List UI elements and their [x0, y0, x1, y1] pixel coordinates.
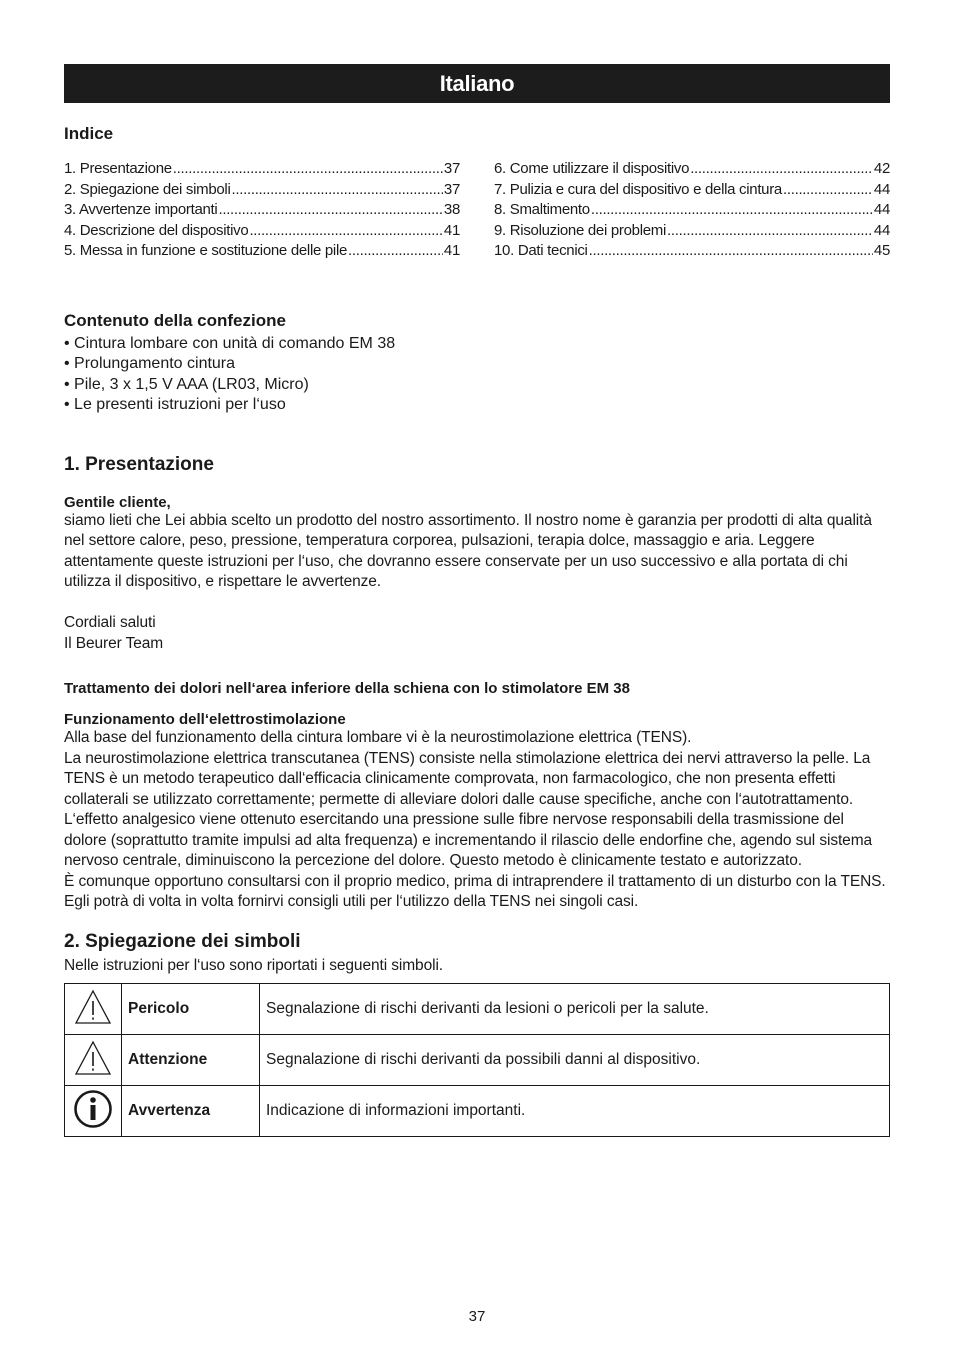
table-row: [65, 1035, 890, 1086]
toc-item[interactable]: [64, 200, 460, 221]
toc-page: 44: [873, 180, 890, 198]
closing-signature: Il Beurer Team: [64, 634, 164, 652]
table-row: [65, 1086, 890, 1137]
list-item: • Prolungamento cintura: [64, 354, 890, 375]
table-of-contents: [64, 159, 890, 262]
toc-page: 41: [443, 242, 460, 259]
symbol-description: Segnalazione di rischi derivanti da lesioni o pericoli per la salute.: [260, 984, 890, 1035]
symbol-name: Pericolo: [122, 984, 260, 1035]
toc-item[interactable]: [494, 159, 890, 180]
toc-right-column: [494, 159, 890, 262]
toc-label: 7. Pulizia e cura del dispositivo e della cintura: [494, 180, 782, 198]
toc-label: 4. Descrizione del dispositivo: [64, 221, 249, 239]
warning-triangle-icon: [74, 1040, 112, 1076]
toc-item[interactable]: [64, 159, 460, 180]
document-page: [64, 64, 890, 1137]
contents-list: [64, 334, 890, 416]
contents-heading: Contenuto della confezione: [64, 310, 286, 330]
function-subheading: Funzionamento dell‘elettrostimolazione: [64, 711, 346, 728]
treatment-subheading: Trattamento dei dolori nell‘area inferiore della schiena con lo stimolatore EM 38: [64, 680, 630, 697]
symbol-description: Indicazione di informazioni importanti.: [260, 1086, 890, 1137]
section-1-heading: 1. Presentazione: [64, 453, 214, 475]
intro-paragraph: siamo lieti che Lei abbia scelto un prodotto del nostro assortimento. Il nostro nome è garanzia per prodotti di alta qualità nel settore calore, peso, pressione, temperatura corporea, pulsazioni, terapia dolce, massaggio e aria. Leggere attentamente queste istruzioni per l‘uso, che dovranno essere conservate per un uso successivo e alla portata di chi utilizza il dispositivo, e rispettare le avvertenze.: [64, 511, 872, 590]
page-title: Italiano: [439, 70, 515, 96]
toc-label: 8. Smaltimento: [494, 201, 590, 218]
section-2-heading: 2. Spiegazione dei simboli: [64, 930, 301, 952]
warning-triangle-icon: [74, 989, 112, 1025]
symbol-name: Attenzione: [122, 1035, 260, 1086]
icon-cell: [65, 1035, 122, 1086]
paragraph: L‘effetto analgesico viene ottenuto esercitando una pressione sulle fibre nervose responsabili della trasmissione del dolore (soprattutto tramite impulsi ad alta frequenza) e incrementando il rilascio delle endorfine che, agendo sul sistema nervoso centrale, diminuiscono la percezione del dolore. Questo metodo è clinicamente testato e autorizzato.: [64, 811, 873, 869]
toc-page: 44: [873, 201, 890, 218]
toc-page: 37: [443, 160, 460, 177]
toc-item[interactable]: [64, 241, 460, 262]
toc-item[interactable]: [494, 180, 890, 201]
language-title-bar: [64, 64, 890, 103]
toc-label: 1. Presentazione: [64, 160, 172, 177]
toc-page: 41: [443, 221, 460, 239]
table-row: [65, 984, 890, 1035]
toc-label: 6. Come utilizzare il dispositivo: [494, 160, 690, 177]
toc-page: 45: [873, 242, 890, 259]
toc-label: 5. Messa in funzione e sostituzione delle pile: [64, 242, 348, 259]
toc-left-column: [64, 159, 460, 262]
info-icon: [73, 1089, 113, 1129]
closing-line: Cordiali saluti: [64, 614, 156, 631]
toc-item[interactable]: [64, 221, 460, 242]
icon-cell: [65, 1086, 122, 1137]
symbols-intro: Nelle istruzioni per l‘uso sono riportati i seguenti simboli.: [64, 956, 443, 974]
toc-page: 38: [443, 201, 460, 218]
toc-page: 37: [443, 180, 460, 198]
page-number: 37: [468, 1308, 486, 1325]
toc-label: 9. Risoluzione dei problemi: [494, 221, 666, 239]
toc-label: 2. Spiegazione dei simboli: [64, 180, 231, 198]
toc-page: 44: [873, 221, 890, 239]
symbol-name: Avvertenza: [122, 1086, 260, 1137]
symbols-table: [64, 983, 890, 1137]
toc-label: 3. Avvertenze importanti: [64, 201, 218, 218]
icon-cell: [65, 984, 122, 1035]
symbol-description: Segnalazione di rischi derivanti da possibili danni al dispositivo.: [260, 1035, 890, 1086]
paragraph: Alla base del funzionamento della cintura lombare vi è la neurostimolazione elettrica (TENS).: [64, 729, 692, 746]
toc-item[interactable]: [494, 221, 890, 242]
index-heading: Indice: [64, 124, 114, 143]
paragraph: È comunque opportuno consultarsi con il proprio medico, prima di intraprendere il trattamento di un disturbo con la TENS. Egli potrà di volta in volta fornirvi consigli utili per l‘utilizzo della TENS nei singoli casi.: [64, 872, 886, 910]
list-item: • Pile, 3 x 1,5 V AAA (LR03, Micro): [64, 375, 890, 396]
toc-page: 42: [873, 160, 890, 177]
list-item: • Le presenti istruzioni per l‘uso: [64, 395, 890, 416]
toc-item[interactable]: [494, 200, 890, 221]
list-item: • Cintura lombare con unità di comando EM 38: [64, 334, 890, 355]
toc-item[interactable]: [494, 241, 890, 262]
toc-item[interactable]: [64, 180, 460, 201]
toc-label: 10. Dati tecnici: [494, 242, 588, 259]
greeting: Gentile cliente,: [64, 493, 171, 511]
paragraph: La neurostimolazione elettrica transcutanea (TENS) consiste nella stimolazione elettrica dei nervi attraverso la pelle. La TENS è un metodo terapeutico dall‘efficacia clinicamente comprovata, non farmacologico, che non presenta effetti collaterali se utilizzato correttamente; permette di alleviare dolori dalle cause specifiche, anche con l‘autotrattamento.: [64, 749, 871, 808]
